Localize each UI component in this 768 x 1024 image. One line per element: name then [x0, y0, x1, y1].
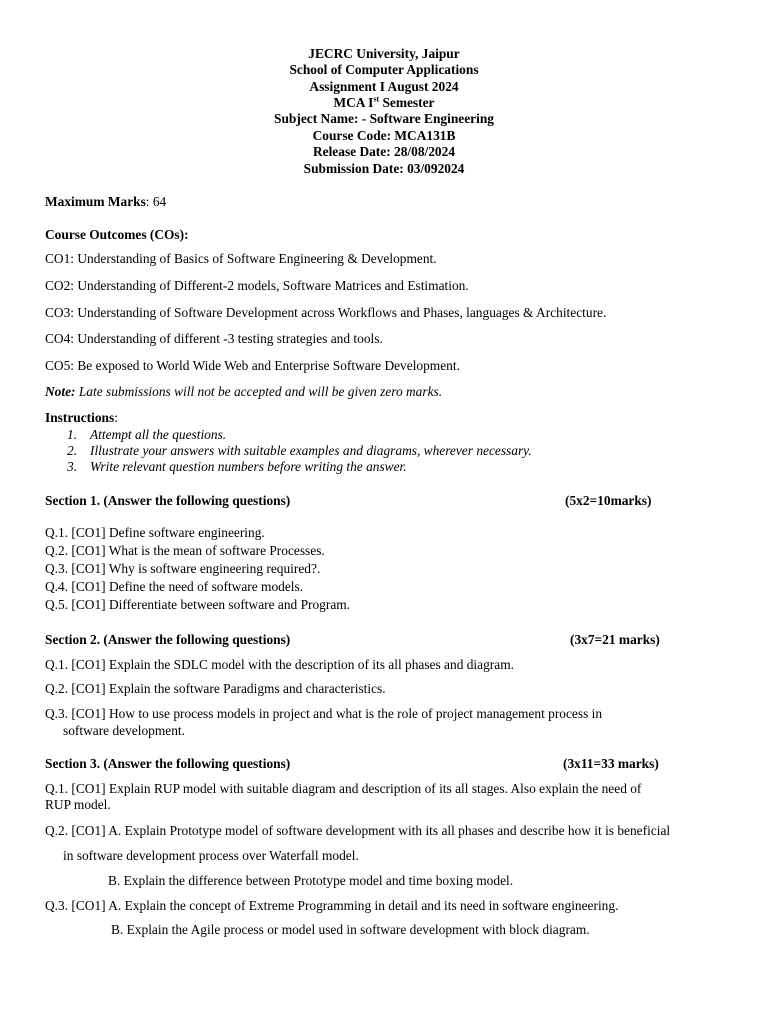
- section-2-title: Section 2. (Answer the following questions): [45, 632, 291, 647]
- section-2-question-cont: software development.: [63, 723, 185, 738]
- instructions-colon: :: [114, 410, 118, 425]
- school-name: School of Computer Applications: [289, 62, 479, 77]
- section-3-question: Q.1. [CO1] Explain RUP model with suitable diagram and description of its all stages. Also explain the need of: [45, 781, 642, 796]
- semester-suffix: Semester: [379, 95, 435, 110]
- note-label: Note:: [45, 384, 76, 399]
- section-1-question: Q.5. [CO1] Differentiate between software and Program.: [45, 597, 351, 612]
- section-1-question: Q.4. [CO1] Define the need of software models.: [45, 579, 304, 594]
- semester-sup: st: [373, 94, 380, 104]
- section-3-question-cont: RUP model.: [45, 797, 111, 812]
- subject-name: Subject Name: - Software Engineering: [274, 111, 494, 126]
- instruction-text: Attempt all the questions.: [90, 427, 227, 442]
- maximum-marks: [45, 194, 166, 210]
- instructions-heading: [45, 410, 118, 426]
- section-2-marks: (3x7=21 marks): [570, 632, 660, 647]
- university-name: JECRC University, Jaipur: [308, 46, 460, 61]
- submission-date: Submission Date: 03/092024: [303, 161, 465, 176]
- instruction-text: Illustrate your answers with suitable examples and diagrams, wherever necessary.: [90, 443, 532, 458]
- course-outcomes-heading: Course Outcomes (COs):: [45, 227, 189, 242]
- instruction-number: 1.: [67, 427, 78, 442]
- course-outcome-item: CO5: Be exposed to World Wide Web and Enterprise Software Development.: [45, 358, 460, 373]
- section-2-question: Q.3. [CO1] How to use process models in project and what is the role of project management process in: [45, 706, 603, 721]
- course-code: Course Code: MCA131B: [312, 128, 456, 143]
- instruction-number: 2.: [67, 443, 78, 458]
- section-1-question: Q.3. [CO1] Why is software engineering required?.: [45, 561, 321, 576]
- section-3-subquestion: B. Explain the difference between Prototype model and time boxing model.: [108, 873, 514, 888]
- section-3-marks: (3x11=33 marks): [563, 756, 659, 771]
- section-2-question: Q.2. [CO1] Explain the software Paradigms and characteristics.: [45, 681, 386, 696]
- section-1-title: Section 1. (Answer the following questions): [45, 493, 291, 508]
- semester: [0, 95, 768, 111]
- section-3-title: Section 3. (Answer the following questions): [45, 756, 291, 771]
- instruction-text: Write relevant question numbers before writing the answer.: [90, 459, 407, 474]
- course-outcome-item: CO3: Understanding of Software Development across Workflows and Phases, languages & Architecture.: [45, 305, 607, 320]
- release-date: Release Date: 28/08/2024: [312, 144, 456, 159]
- maximum-marks-value: : 64: [145, 194, 167, 209]
- semester-prefix: MCA I: [333, 95, 374, 110]
- section-3-subquestion: B. Explain the Agile process or model used in software development with block diagram.: [111, 922, 590, 937]
- maximum-marks-label: Maximum Marks: [45, 194, 146, 209]
- instruction-number: 3.: [67, 459, 78, 474]
- section-3-question: Q.3. [CO1] A. Explain the concept of Extreme Programming in detail and its need in software engineering.: [45, 898, 619, 913]
- course-outcome-item: CO2: Understanding of Different-2 models, Software Matrices and Estimation.: [45, 278, 469, 293]
- assignment-title: Assignment I August 2024: [309, 79, 459, 94]
- note: [45, 384, 442, 400]
- section-3-question: Q.2. [CO1] A. Explain Prototype model of software development with its all phases and describe how it is beneficial: [45, 823, 671, 838]
- section-1-question: Q.2. [CO1] What is the mean of software Processes.: [45, 543, 325, 558]
- section-1-marks: (5x2=10marks): [565, 493, 652, 508]
- course-outcome-item: CO1: Understanding of Basics of Software Engineering & Development.: [45, 251, 437, 266]
- section-2-question: Q.1. [CO1] Explain the SDLC model with the description of its all phases and diagram.: [45, 657, 514, 672]
- instructions-label: Instructions: [45, 410, 115, 425]
- section-3-question-cont: in software development process over Waterfall model.: [63, 848, 359, 863]
- note-text: Late submissions will not be accepted and will be given zero marks.: [75, 384, 443, 399]
- section-1-question: Q.1. [CO1] Define software engineering.: [45, 525, 265, 540]
- course-outcome-item: CO4: Understanding of different -3 testing strategies and tools.: [45, 331, 383, 346]
